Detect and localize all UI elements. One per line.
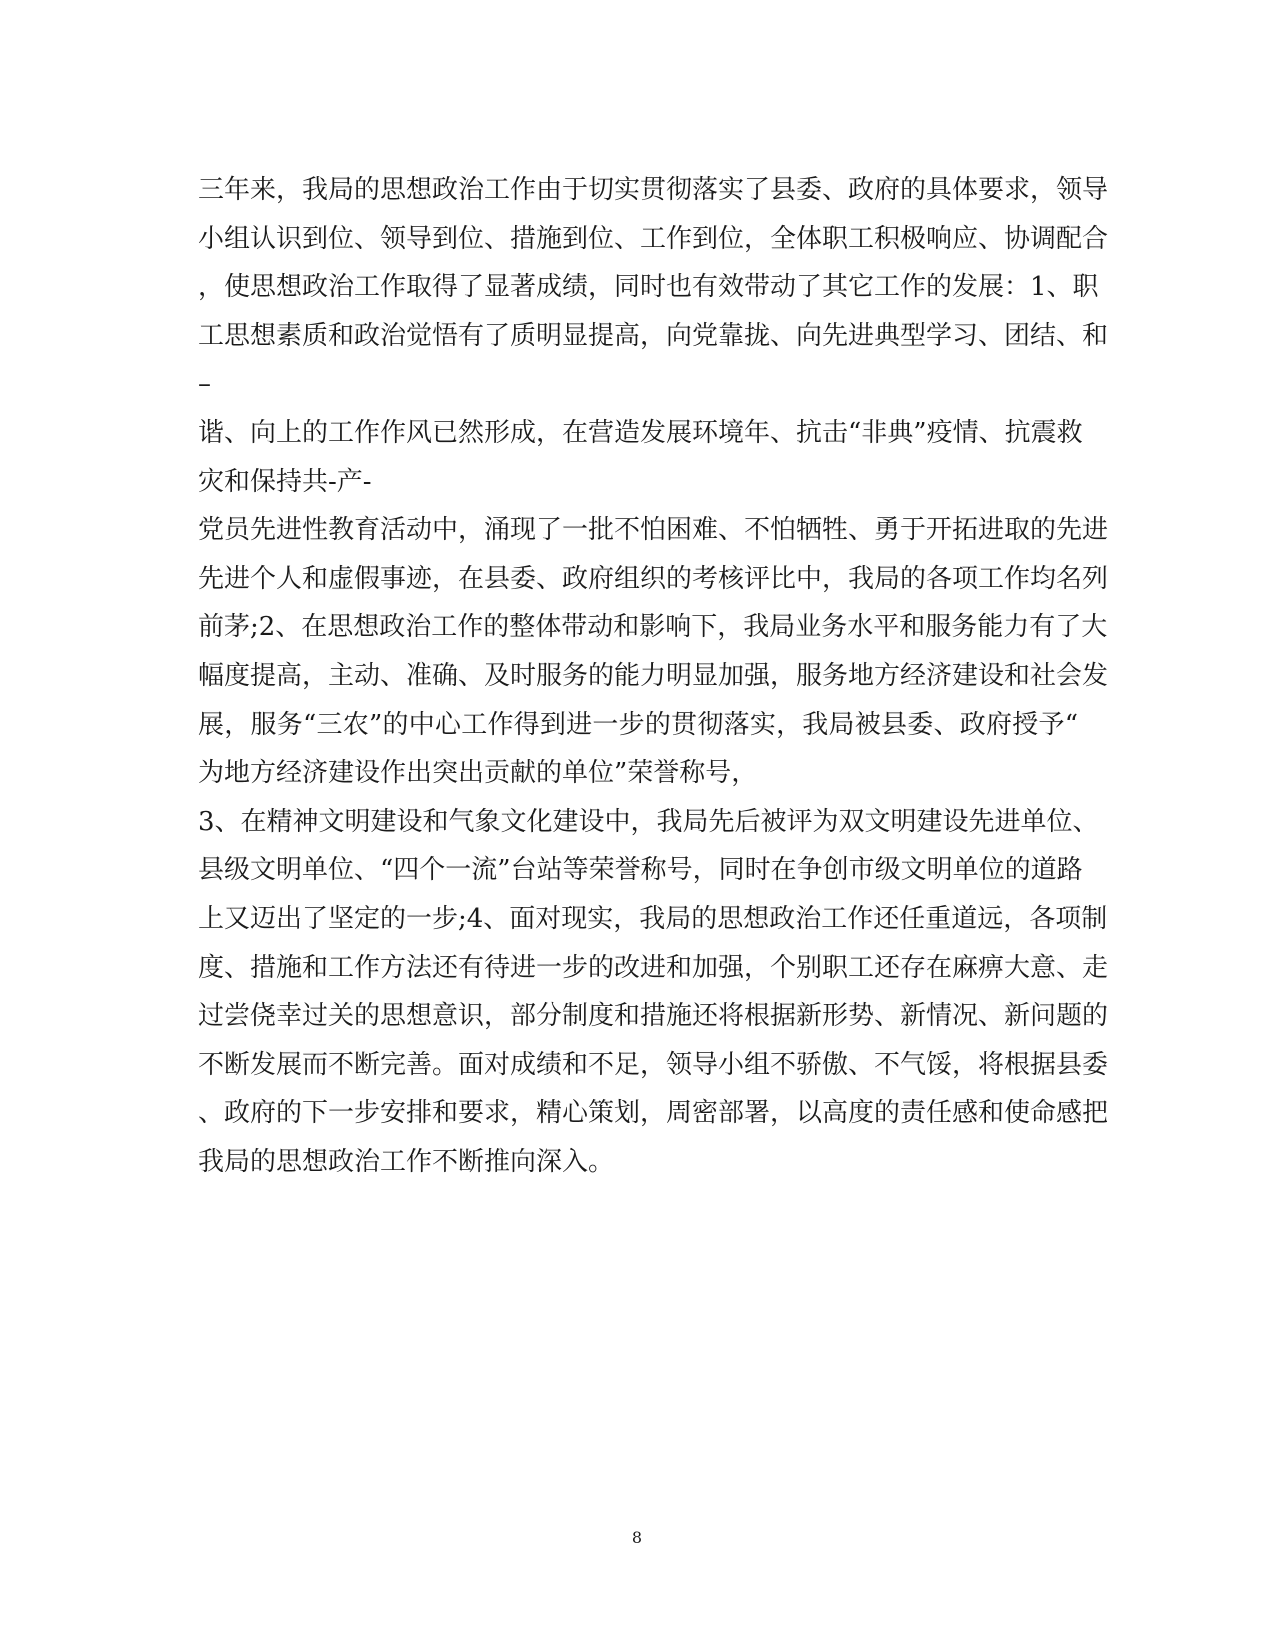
text-line: 工思想素质和政治觉悟有了质明显提高，向党靠拢、向先进典型学习、团结、和	[198, 320, 1109, 351]
text-line: 县级文明单位、“四个一流”台站等荣誉称号，同时在争创市级文明单位的道路	[198, 855, 1083, 886]
text-line: 上又迈出了坚定的一步;4、面对现实，我局的思想政治工作还任重道远，各项制	[198, 903, 1108, 934]
page-number: 8	[631, 1528, 643, 1547]
text-line: 我局的思想政治工作不断推向深入。	[198, 1146, 615, 1177]
text-line: 过尝侥幸过关的思想意识，部分制度和措施还将根据新形势、新情况、新问题的	[198, 1001, 1109, 1032]
text-line: 幅度提高，主动、准确、及时服务的能力明显加强，服务地方经济建设和社会发	[198, 660, 1109, 691]
text-line: 、政府的下一步安排和要求，精心策划，周密部署，以高度的责任感和使命感把	[198, 1098, 1109, 1129]
text-line: 为地方经济建设作出突出贡献的单位”荣誉称号，	[198, 758, 758, 789]
text-line: 谐、向上的工作作风已然形成，在营造发展环境年、抗击“非典”疫情、抗震救	[198, 417, 1083, 448]
text-line: 小组认识到位、领导到位、措施到位、工作到位，全体职工积极响应、协调配合	[198, 223, 1109, 254]
text-line: ，使思想政治工作取得了显著成绩，同时也有效带动了其它工作的发展：1、职	[198, 272, 1099, 303]
text-line: 前茅;2、在思想政治工作的整体带动和影响下，我局业务水平和服务能力有了大	[198, 612, 1108, 643]
text-line: 不断发展而不断完善。面对成绩和不足，领导小组不骄傲、不气馁，将根据县委	[198, 1049, 1109, 1080]
body-text	[198, 166, 1109, 1186]
text-line: 度、措施和工作方法还有待进一步的改进和加强，个别职工还存在麻痹大意、走	[198, 952, 1109, 983]
text-line: 灾和保持共-产-	[198, 466, 372, 497]
text-line: 先进个人和虚假事迹，在县委、政府组织的考核评比中，我局的各项工作均名列	[198, 563, 1109, 594]
text-line: 3、在精神文明建设和气象文化建设中，我局先后被评为双文明建设先进单位、	[198, 806, 1099, 837]
text-line: –	[198, 369, 211, 400]
text-line: 三年来，我局的思想政治工作由于切实贯彻落实了县委、政府的具体要求，领导	[198, 175, 1109, 205]
text-line: 展，服务“三农”的中心工作得到进一步的贯彻落实，我局被县委、政府授予“	[198, 709, 1078, 740]
text-line: 党员先进性教育活动中，涌现了一批不怕困难、不怕牺牲、勇于开拓进取的先进	[198, 515, 1109, 546]
